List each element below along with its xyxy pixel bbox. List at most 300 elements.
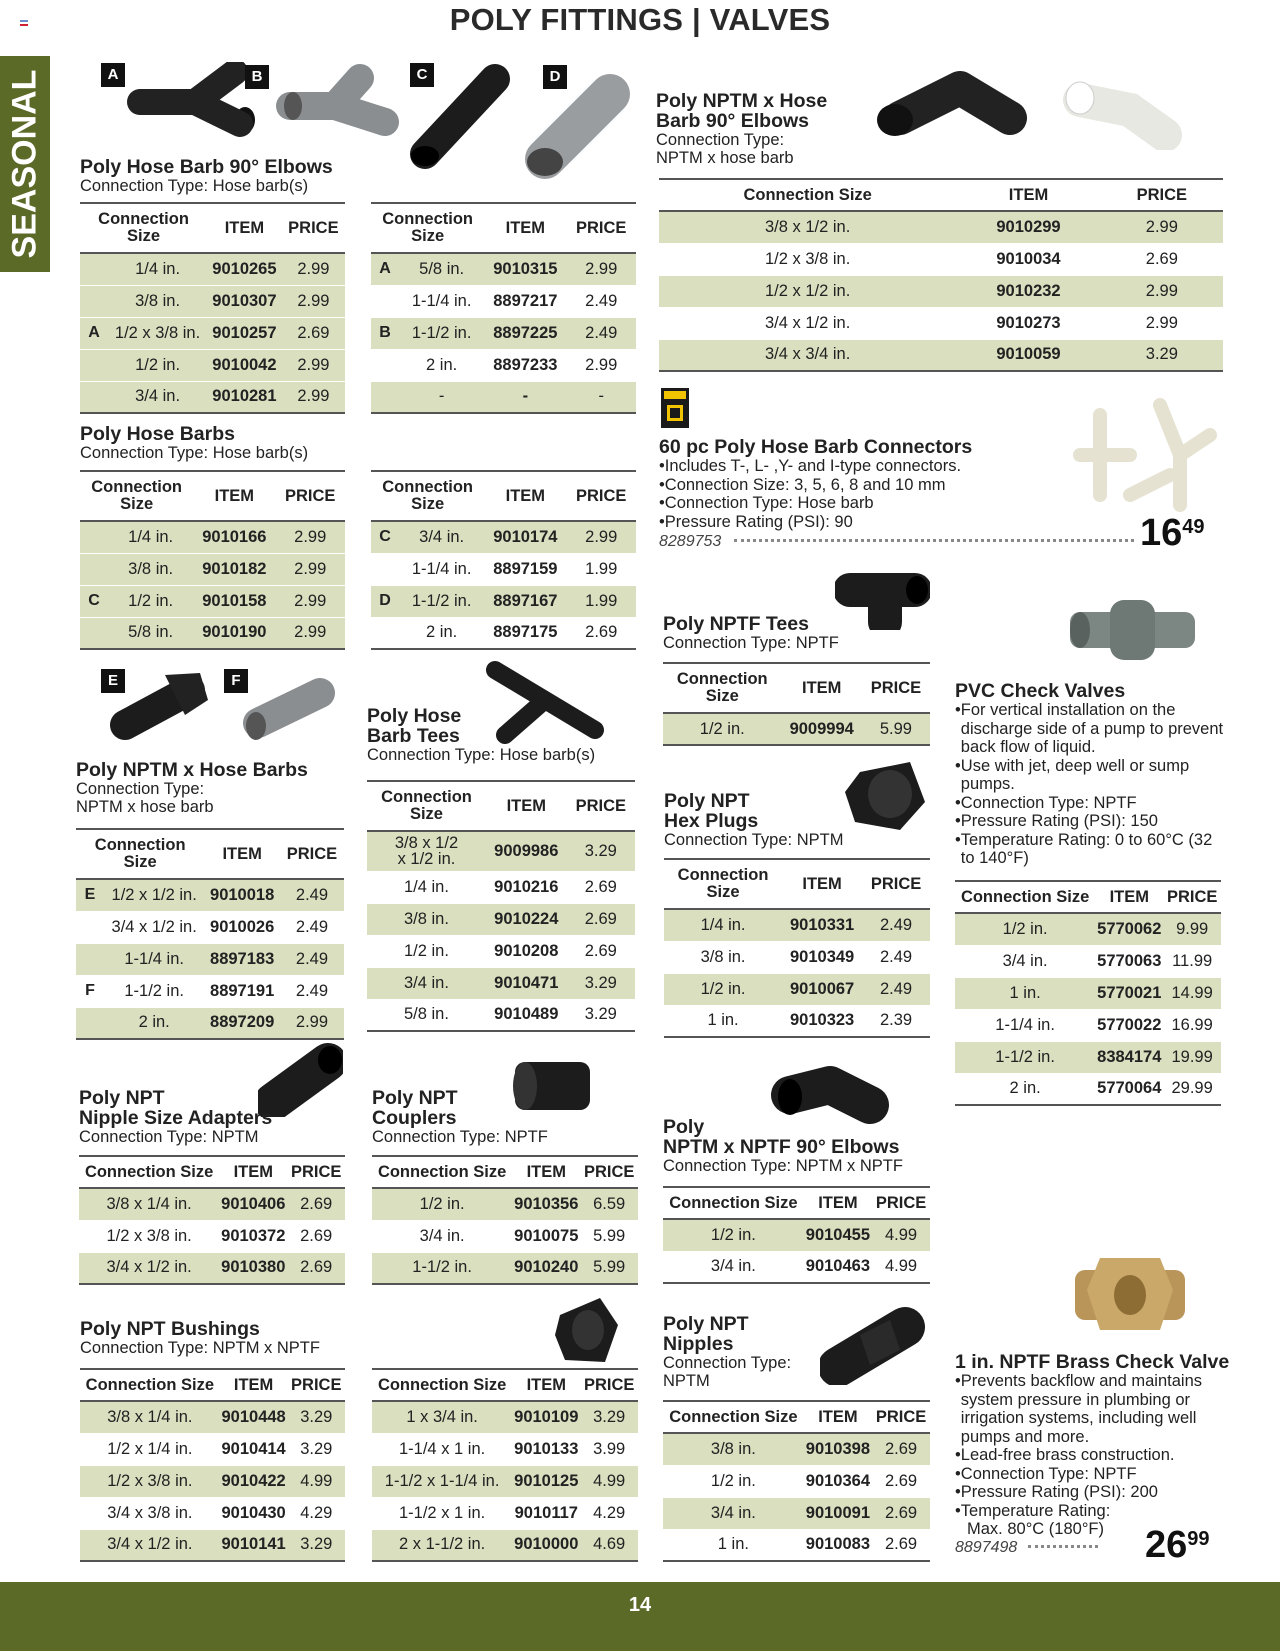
table-row (659, 211, 1223, 243)
bushings-table-left (80, 1368, 345, 1562)
connection-size: 3/4 in. (108, 381, 207, 413)
product-name-line1: Poly NPT (663, 1313, 749, 1335)
table-row (371, 349, 636, 381)
table-row (371, 553, 636, 585)
bullet-continued: Max. 80°C (180°F) (967, 1520, 1104, 1538)
col-header-item: ITEM (512, 1156, 580, 1188)
connection-type-value: NPTM x hose barb (656, 149, 794, 167)
connection-type: Connection Type: (663, 1354, 792, 1372)
check-valves-table (955, 880, 1221, 1106)
couplers-table (372, 1155, 638, 1285)
item-number: 9010323 (782, 1005, 862, 1037)
col-header-conn-size: Connection Size (663, 1401, 804, 1433)
variant-tag-c: C (410, 63, 434, 87)
bullet-text: Temperature Rating: (960, 1501, 1111, 1520)
item-number: 9010448 (220, 1401, 288, 1433)
price: 2.69 (287, 1188, 345, 1220)
connectors-block (659, 437, 1219, 557)
connection-size: 3/8 in. (108, 285, 207, 317)
table-row (367, 935, 635, 967)
connection-size: 3/4 x 1/2 in. (79, 1252, 219, 1284)
col-header-price: PRICE (580, 1156, 638, 1188)
col-header-size: Size (411, 495, 445, 513)
connection-size: 1/4 in. (367, 871, 486, 903)
product-name-line2: Nipples (663, 1333, 734, 1355)
connection-size: 1/2 x 3/8 in. (108, 317, 207, 349)
col-header-price: PRICE (872, 1401, 930, 1433)
item-number: 9010364 (804, 1465, 872, 1497)
table-row (372, 1465, 638, 1497)
price: 2.99 (566, 521, 636, 553)
table-row (955, 1009, 1221, 1041)
bullet-text: Connection Type: NPTF (960, 793, 1137, 812)
price: 5.99 (580, 1252, 638, 1284)
bullet-text: Connection Type: NPTF (960, 1464, 1137, 1483)
connectors-price (1140, 512, 1205, 555)
table-row (955, 977, 1221, 1009)
table-row (79, 1220, 345, 1252)
col-header-conn: Connection (381, 788, 472, 806)
item-number: 9010315 (484, 253, 566, 285)
bullet: • Pressure Rating (PSI): 150 (955, 812, 1158, 830)
item-number: 9010281 (207, 381, 282, 413)
connection-size: 1/2 in. (108, 349, 207, 381)
col-header-conn-size: Connection Size (663, 1187, 804, 1219)
page-number: 14 (628, 1594, 652, 1616)
connection-size: 2 x 1-1/2 in. (372, 1529, 512, 1561)
table-row (663, 1433, 930, 1465)
group-letter: A (371, 253, 399, 285)
nptm-barb-gray-image (240, 668, 340, 748)
connection-size: 3/4 in. (372, 1220, 512, 1252)
item-number: 9010240 (512, 1252, 580, 1284)
item-number: 5770022 (1095, 1009, 1163, 1041)
connection-size: 3/4 x 1/2 in. (80, 1529, 220, 1561)
col-header-item: ITEM (484, 471, 566, 521)
item-number: 9010331 (782, 909, 862, 941)
col-header-size: Size (706, 883, 740, 901)
item-number: 9010398 (804, 1433, 872, 1465)
item-number: 5770063 (1095, 945, 1163, 977)
connection-size (367, 831, 486, 871)
col-header-item: ITEM (220, 1369, 288, 1401)
connection-size: 1-1/2 x 1-1/4 in. (372, 1465, 512, 1497)
nipple-adapters-heading (79, 1088, 359, 1146)
table-row (80, 253, 345, 285)
bullet: • Connection Type: NPTF (955, 1464, 1137, 1483)
col-header-item: ITEM (204, 829, 280, 879)
product-name-line1: Poly NPT (372, 1087, 458, 1109)
price: 6.59 (580, 1188, 638, 1220)
price: 19.99 (1163, 1041, 1221, 1073)
item-number: 9010034 (956, 243, 1100, 275)
group-letter (80, 253, 108, 285)
connection-size: 1/2 in. (664, 973, 782, 1005)
bullet-text: Temperature Rating: 0 to 60°C (32 to 140°F) (960, 830, 1213, 867)
group-letter (80, 285, 108, 317)
price: 2.49 (280, 943, 344, 975)
table-row (371, 585, 636, 617)
connection-size: 1/2 x 3/8 in. (80, 1465, 220, 1497)
price: 2.99 (1101, 211, 1223, 243)
connection-size: 3/4 x 3/4 in. (659, 339, 956, 371)
nptm-barbs-table (76, 828, 344, 1040)
item-number: 8384174 (1095, 1041, 1163, 1073)
table-row (371, 253, 636, 285)
connection-size: 1/2 x 1/2 in. (659, 275, 956, 307)
connection-size: 2 in. (399, 617, 484, 649)
table-row (76, 943, 344, 975)
item-number: 9010000 (512, 1529, 580, 1561)
item-number: 8897191 (204, 975, 280, 1007)
col-header-item: ITEM (1095, 881, 1163, 913)
bullet: • Temperature Rating: (955, 1501, 1111, 1520)
variant-tag-a: A (101, 63, 125, 87)
bullet-text: Lead-free brass construction. (960, 1446, 1175, 1464)
group-letter: A (80, 317, 108, 349)
item-number: 9010372 (219, 1220, 287, 1252)
hose-barbs-table-left (80, 470, 345, 650)
sku: 8289753 (659, 533, 722, 550)
connection-size: 5/8 in. (108, 617, 193, 649)
price: 2.99 (1101, 275, 1223, 307)
item-number: 9010059 (956, 339, 1100, 371)
page-footer (0, 1582, 1280, 1651)
item-number: 5770064 (1095, 1073, 1163, 1105)
size-line1: 3/8 x 1/2 (394, 834, 459, 853)
price: 3.29 (288, 1401, 345, 1433)
connection-type: Connection Type: NPTF (372, 1128, 548, 1146)
col-header-size: Size (127, 227, 161, 245)
group-letter: D (371, 585, 399, 617)
col-header-item: ITEM (219, 1156, 287, 1188)
group-letter (80, 553, 108, 585)
price: 3.29 (288, 1433, 345, 1465)
col-header-conn-size: Connection Size (955, 881, 1095, 913)
price: 2.99 (282, 349, 345, 381)
connection-type: Connection Type: NPTM (79, 1128, 259, 1146)
nptf-tees-heading (663, 614, 863, 652)
table-row (371, 521, 636, 553)
connection-size: 3/4 x 1/2 in. (104, 911, 204, 943)
table-row (663, 1497, 930, 1529)
connection-type: Connection Type: NPTF (663, 634, 839, 652)
bushings-table-right (372, 1368, 638, 1562)
item-number: 9010463 (804, 1251, 872, 1283)
product-name-line2: Barb Tees (367, 725, 460, 747)
group-letter (76, 943, 104, 975)
col-header-conn: Connection (94, 836, 186, 854)
price: 3.29 (567, 967, 635, 999)
connection-size: 3/8 in. (664, 941, 782, 973)
col-header-price: PRICE (566, 471, 636, 521)
connection-size: 1-1/2 in. (955, 1041, 1095, 1073)
connection-size: 1/2 x 3/8 in. (79, 1220, 219, 1252)
col-header-price: PRICE (862, 859, 930, 909)
connection-size: 1-1/2 in. (399, 585, 484, 617)
item-number: 9010133 (512, 1433, 580, 1465)
col-header-size: Size (411, 227, 445, 245)
connection-size: 5/8 in. (399, 253, 484, 285)
col-header-size: Size (123, 853, 157, 871)
table-row (371, 381, 636, 413)
nptm-barbs-heading (76, 760, 376, 816)
item-number: 9009986 (486, 831, 567, 871)
price: 2.49 (862, 909, 930, 941)
item-number: 9010117 (512, 1497, 580, 1529)
table-row (663, 1465, 930, 1497)
connection-size: 1 in. (955, 977, 1095, 1009)
product-name-line1: Poly Hose (367, 705, 462, 727)
connection-type: Connection Type: NPTM x NPTF (663, 1157, 903, 1175)
connection-size: 1/2 in. (367, 935, 486, 967)
connection-type: Connection Type: (656, 131, 785, 149)
table-row (367, 831, 635, 871)
bullet: • Lead-free brass construction. (955, 1446, 1175, 1464)
connection-size: 1 in. (663, 1529, 804, 1561)
connection-size: 1-1/2 x 1 in. (372, 1497, 512, 1529)
product-name: 60 pc Poly Hose Barb Connectors (659, 436, 973, 458)
group-letter: F (76, 975, 104, 1007)
col-header-item: ITEM (207, 203, 282, 253)
item-number: 5770021 (1095, 977, 1163, 1009)
group-letter (80, 381, 108, 413)
connection-size: 1/2 in. (108, 585, 193, 617)
brass-valve-price (1145, 1524, 1210, 1567)
price: 5.99 (580, 1220, 638, 1252)
item-number: 9010380 (219, 1252, 287, 1284)
price: 2.49 (280, 975, 344, 1007)
col-header-price: PRICE (862, 663, 930, 713)
product-name: Poly NPTF Tees (663, 613, 809, 635)
barb-elbow-black-image (125, 62, 265, 142)
group-letter (371, 285, 399, 317)
connection-size: 1/4 in. (108, 253, 207, 285)
bullet: • Temperature Rating: 0 to 60°C (32 to 140°F) (955, 831, 1225, 868)
price: 9.99 (1163, 913, 1221, 945)
item-number: 9010018 (204, 879, 280, 911)
price: 2.49 (566, 317, 636, 349)
price: 2.69 (567, 871, 635, 903)
item-number: 9010265 (207, 253, 282, 285)
bullet-text: Prevents backflow and maintains system pressure in plumbing or irrigation systems, including well pumps and more. (960, 1372, 1202, 1446)
connection-size: 1/4 in. (664, 909, 782, 941)
product-name-line1: Poly (663, 1116, 705, 1138)
price: 4.29 (580, 1497, 638, 1529)
price: 4.99 (580, 1465, 638, 1497)
connection-size: 1/4 in. (108, 521, 193, 553)
connection-size: 3/8 in. (663, 1433, 804, 1465)
col-header-conn-size: Connection Size (80, 1369, 220, 1401)
connection-size: - (399, 381, 484, 413)
price: 2.69 (872, 1497, 930, 1529)
connection-size: 1-1/4 in. (104, 943, 204, 975)
col-header-item: ITEM (804, 1187, 872, 1219)
price-dollars: 16 (1140, 512, 1183, 554)
section-tab (0, 56, 50, 272)
bullet: •Connection Size: 3, 5, 6, 8 and 10 mm (659, 475, 946, 494)
bullet-text: For vertical installation on the discharge side of a pump to prevent back flow of liquid. (960, 701, 1224, 756)
leader-dots (734, 539, 1134, 542)
price: 4.99 (872, 1219, 930, 1251)
price: 16.99 (1163, 1009, 1221, 1041)
barb-elbows-table-right (371, 202, 636, 414)
group-letter (371, 381, 399, 413)
col-header-conn: Connection (91, 478, 183, 496)
nptm-barb-black-image (110, 665, 210, 745)
table-row (659, 339, 1223, 371)
price: 3.99 (580, 1433, 638, 1465)
price: 2.49 (566, 285, 636, 317)
price: 4.69 (580, 1529, 638, 1561)
col-header-price: PRICE (566, 203, 636, 253)
product-name-line2: Couplers (372, 1107, 457, 1129)
barb-tees-table (367, 780, 635, 1032)
col-header-conn-size: Connection Size (372, 1369, 512, 1401)
connection-size: 1-1/2 in. (399, 317, 484, 349)
price: 2.69 (872, 1465, 930, 1497)
table-row (372, 1220, 638, 1252)
connection-type: Connection Type: (76, 780, 205, 798)
bullet: •Includes T-, L- ,Y- and I-type connectors. (659, 457, 962, 475)
connection-size: 1/2 x 3/8 in. (659, 243, 956, 275)
bullet: • Use with jet, deep well or sump pumps. (955, 757, 1225, 794)
col-header-price: PRICE (282, 203, 345, 253)
price: 2.99 (275, 585, 345, 617)
connection-type-value: NPTM (663, 1372, 710, 1390)
connection-size: 1-1/4 in. (955, 1009, 1095, 1041)
price: 2.99 (282, 285, 345, 317)
price: 4.99 (288, 1465, 345, 1497)
bullet-text: Pressure Rating (PSI): 150 (960, 812, 1158, 830)
connection-size: 1-1/4 in. (399, 285, 484, 317)
bullet-text: Use with jet, deep well or sump pumps. (960, 756, 1190, 793)
price-cents: 99 (1187, 1528, 1210, 1550)
table-row (79, 1188, 345, 1220)
table-row (955, 945, 1221, 977)
table-row (76, 911, 344, 943)
item-number: 9010430 (220, 1497, 288, 1529)
section-tab-label: SEASONAL (5, 69, 44, 259)
price: 2.69 (872, 1529, 930, 1561)
connection-type: Connection Type: NPTM x NPTF (80, 1339, 320, 1357)
price: 2.69 (287, 1220, 345, 1252)
table-row (664, 941, 930, 973)
col-header-price: PRICE (1101, 179, 1223, 211)
item-number: 9010299 (956, 211, 1100, 243)
table-row (76, 975, 344, 1007)
item-number: - (484, 381, 566, 413)
connection-size: 3/4 in. (663, 1251, 804, 1283)
bushing-image (550, 1290, 625, 1370)
table-row (663, 713, 930, 745)
group-letter: C (80, 585, 108, 617)
connection-size: 2 in. (955, 1073, 1095, 1105)
table-row (663, 1529, 930, 1561)
price: 2.99 (282, 381, 345, 413)
item-number: 8897225 (484, 317, 566, 349)
item-number: 9010141 (220, 1529, 288, 1561)
price: 2.69 (287, 1252, 345, 1284)
product-name-line2: Hex Plugs (664, 810, 759, 832)
table-row (80, 317, 345, 349)
table-row (659, 307, 1223, 339)
nipples-table (663, 1400, 930, 1562)
product-name-line1: Poly NPTM x Hose (656, 90, 828, 112)
col-header-item: ITEM (484, 203, 566, 253)
connection-size: 2 in. (399, 349, 484, 381)
col-header-price: PRICE (275, 471, 345, 521)
barb-elbow-gray-image (275, 64, 410, 144)
hose-barb-black-image (405, 64, 515, 174)
col-header-size: Size (409, 805, 443, 823)
group-letter (80, 521, 108, 553)
group-letter (76, 911, 104, 943)
price: 14.99 (1163, 977, 1221, 1009)
item-number: 8897159 (484, 553, 566, 585)
item-number: 9010471 (486, 967, 567, 999)
item-number: 9010158 (193, 585, 275, 617)
bullet: • Prevents backflow and maintains system pressure in plumbing or irrigation systems, including well pumps and more. (955, 1372, 1230, 1446)
connection-size: 3/8 in. (367, 903, 486, 935)
group-letter: B (371, 317, 399, 349)
connection-type: Connection Type: Hose barb(s) (80, 444, 309, 462)
item-number: 9010406 (219, 1188, 287, 1220)
page-title: POLY FITTINGS | VALVES (449, 2, 831, 37)
table-row (367, 967, 635, 999)
variant-tag-d: D (543, 65, 567, 89)
item-number: 9010042 (207, 349, 282, 381)
price: 1.99 (566, 553, 636, 585)
connection-size: 1/2 x 1/4 in. (80, 1433, 220, 1465)
variant-tag-f: F (224, 669, 248, 693)
nipples-heading (663, 1314, 863, 1390)
table-row (955, 1073, 1221, 1105)
price: 2.99 (280, 1007, 344, 1039)
item-number: 9010273 (956, 307, 1100, 339)
col-header-price: PRICE (872, 1187, 930, 1219)
bullet-text: Includes T-, L- ,Y- and I-type connectors. (664, 457, 962, 475)
item-number: 9010091 (804, 1497, 872, 1529)
price: 2.49 (280, 879, 344, 911)
product-name: 1 in. NPTF Brass Check Valve (955, 1351, 1230, 1373)
item-number: 9010232 (956, 275, 1100, 307)
variant-tag-e: E (101, 669, 125, 693)
table-row (371, 285, 636, 317)
item-number: 9010125 (512, 1465, 580, 1497)
item-number: 9010489 (486, 999, 567, 1031)
barb-elbows-table-left (80, 202, 345, 414)
bullet: • For vertical installation on the discharge side of a pump to prevent back flow of liquid. (955, 701, 1224, 756)
connection-size: 1 x 3/4 in. (372, 1401, 512, 1433)
price: 2.69 (567, 935, 635, 967)
table-row (80, 349, 345, 381)
price: 3.29 (567, 831, 635, 871)
price: 2.69 (567, 903, 635, 935)
leader-dots (1028, 1545, 1098, 1548)
price: 2.99 (275, 553, 345, 585)
product-name-line2: Nipple Size Adapters (79, 1107, 273, 1129)
col-header-conn: Connection (382, 478, 474, 496)
product-name: Poly NPTM x Hose Barbs (76, 759, 308, 781)
col-header-conn: Connection (676, 670, 768, 688)
bullet-text: Connection Size: 3, 5, 6, 8 and 10 mm (664, 475, 946, 494)
item-number: 9010182 (193, 553, 275, 585)
item-number: 9010174 (484, 521, 566, 553)
connection-size: 3/8 in. (108, 553, 193, 585)
item-number: 9010208 (486, 935, 567, 967)
group-letter (76, 1007, 104, 1039)
